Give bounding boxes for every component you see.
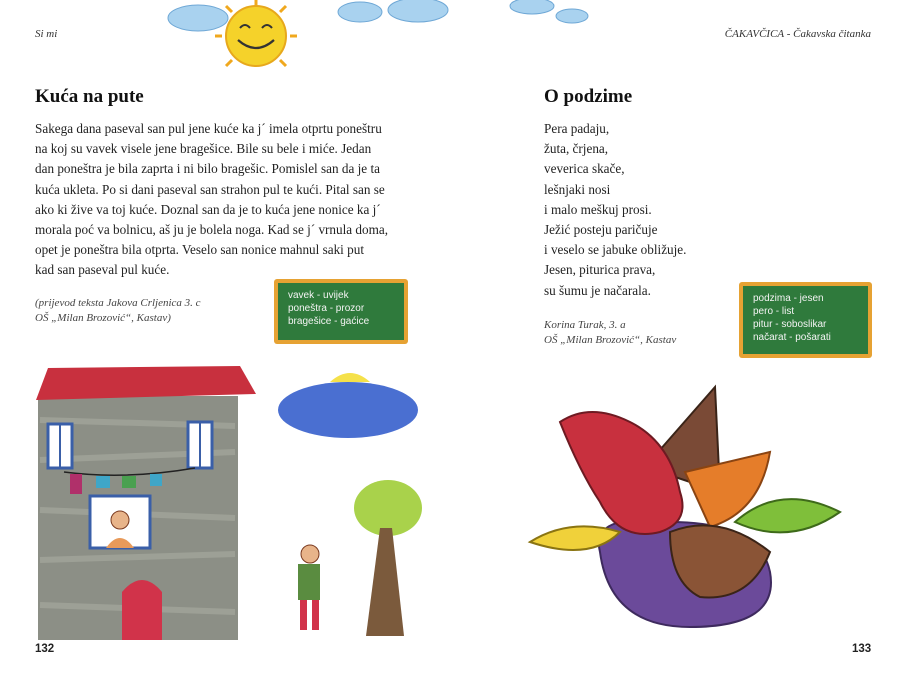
glossary-chalkboard (743, 286, 868, 354)
running-header-left: Si mi (35, 28, 58, 40)
red-leaf-icon (560, 412, 683, 534)
poem-line: i malo meškuj prosi. (544, 201, 652, 217)
poem-line: veverica skače, (544, 161, 625, 177)
glossary-entry: pitur - soboslikar (753, 319, 827, 330)
cloud-icon (278, 382, 418, 438)
page-number-right: 133 (852, 643, 872, 655)
poem-line: su šumu je načarala. (544, 282, 651, 298)
glossary-entry: poneštra - prozor (288, 303, 365, 314)
attribution-line: OŠ „Milan Brozović“, Kastav) (35, 312, 171, 324)
page-number-left: 132 (35, 643, 55, 655)
window-icon (48, 424, 72, 468)
glossary-entry: vavek - uvijek (288, 290, 349, 301)
running-header-right: ČAKAVČICA - Čakavska čitanka (724, 28, 871, 40)
glossary-entry: načarat - pošarati (753, 332, 831, 343)
poem-line: i veselo se jabuke obližuje. (544, 242, 687, 258)
poem-line: Pera padaju, (544, 121, 610, 136)
glossary-entry: podzima - jesen (753, 293, 824, 304)
story-line: kad san paseval pul kuće. (35, 262, 170, 278)
roof (36, 366, 256, 400)
house-illustration (30, 360, 455, 640)
glossary-entry: bragešice - gaćice (288, 316, 370, 327)
autumn-leaves-illustration (520, 382, 850, 632)
window-icon (188, 422, 212, 468)
poem-line: lešnjaki nosi (544, 181, 611, 197)
boy-figure (298, 545, 320, 630)
window-with-grandma (90, 496, 150, 548)
story-line: Sakega dana paseval san pul jene kuće ka j´ imela otprtu poneštru (35, 121, 382, 136)
poem-title: O podzime (544, 86, 633, 107)
sky-decoration (160, 0, 600, 70)
story-line: morala poć va bolnicu, aš ju je bolela noga. Kad se j´ vrnula doma, (35, 222, 389, 238)
story-line: opet je poneštra bila otprta. Veselo san nonice mahnul saki put (35, 242, 364, 258)
poem-line: Jesen, piturica prava, (544, 262, 656, 278)
poem-line: žuta, črjena, (544, 141, 609, 157)
door (122, 580, 162, 640)
poem-attribution (544, 318, 676, 348)
glossary-entry: pero - list (753, 306, 795, 317)
story-line: kuća ukleta. Po si dani paseval san strahon pul te kući. Pital san se (35, 181, 385, 197)
sun-icon (215, 0, 297, 66)
glossary-board-right (739, 282, 872, 358)
attribution-line: OŠ „Milan Brozović“, Kastav (544, 334, 677, 346)
story-attribution (35, 296, 201, 326)
tree-trunk (366, 528, 404, 636)
story-line: na koj su vavek visele jene bragešice. Bile su bele i miće. Jedan (35, 141, 372, 157)
glossary-chalkboard (278, 283, 404, 340)
story-title: Kuća na pute (35, 86, 144, 107)
story-line: dan poneštra je bila zaprta i ni bilo bragešic. Pomislel san da je ta (35, 161, 380, 177)
attribution-line: (prijevod teksta Jakova Crljenica 3. c (35, 297, 201, 309)
poem-line: Ježić posteju paričuje (544, 222, 658, 238)
green-leaf-icon (735, 499, 840, 532)
attribution-line: Korina Turak, 3. a (544, 319, 626, 331)
story-text (35, 119, 398, 281)
story-line: ako ki žive va toj kuće. Doznal san da je to kuća jene nonice ka j´ (35, 201, 381, 217)
glossary-board-left (274, 279, 408, 344)
tree-crown (354, 480, 422, 536)
poem-text (544, 119, 686, 301)
